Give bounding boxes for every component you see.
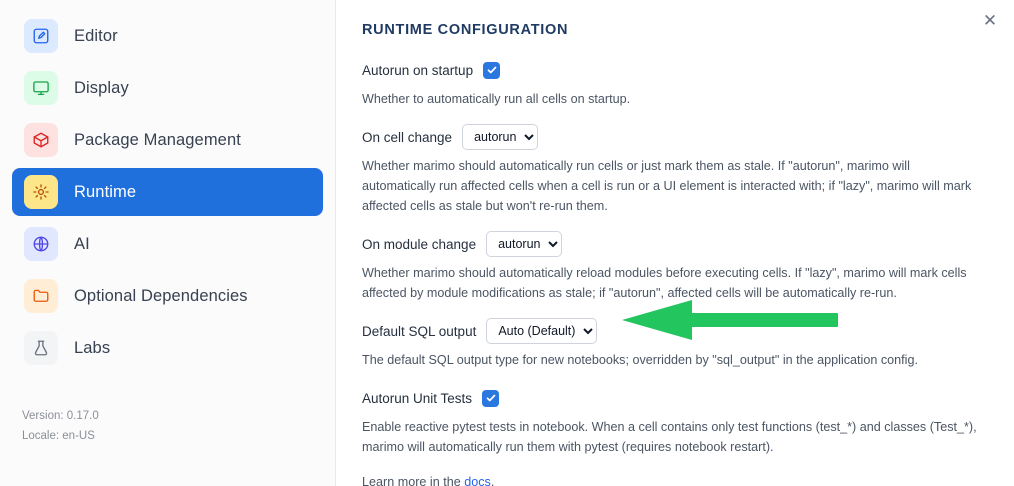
page-title: RUNTIME CONFIGURATION xyxy=(362,22,569,38)
sidebar-item-label: Runtime xyxy=(74,182,137,201)
setting-description: Whether marimo should automatically run cells or just mark them as stale. If "autorun", marimo will automatically run affected cells when a cell is run or a UI element is interacted with; if "lazy", marimo will mark affected cells as stale but won't re-run them. xyxy=(362,159,972,213)
sidebar-footer xyxy=(22,406,99,446)
locale-text: Locale: en-US xyxy=(22,430,95,442)
sidebar-item-package-management[interactable] xyxy=(12,116,323,164)
sidebar-item-label: Package Management xyxy=(74,130,241,149)
sidebar-item-optional-dependencies[interactable] xyxy=(12,272,323,320)
sidebar-item-ai[interactable] xyxy=(12,220,323,268)
setting-description: The default SQL output type for new notebooks; overridden by "sql_output" in the application config. xyxy=(362,353,918,367)
sidebar-item-editor[interactable] xyxy=(12,12,323,60)
version-text: Version: 0.17.0 xyxy=(22,410,99,422)
sparkle-globe-icon xyxy=(24,227,58,261)
sidebar-item-label: Optional Dependencies xyxy=(74,286,248,305)
learn-more-suffix: . xyxy=(490,475,495,486)
setting-label: Autorun on startup xyxy=(362,62,474,78)
on-cell-change-select[interactable] xyxy=(462,124,538,150)
settings-sidebar xyxy=(0,0,336,486)
package-icon xyxy=(24,123,58,157)
sidebar-item-display[interactable] xyxy=(12,64,323,112)
setting-on-cell-change xyxy=(362,123,984,216)
sidebar-item-label: Editor xyxy=(74,26,118,45)
setting-default-sql-output xyxy=(362,317,984,370)
setting-description: Whether to automatically run all cells on startup. xyxy=(362,92,631,106)
folder-icon xyxy=(24,279,58,313)
setting-description: Enable reactive pytest tests in notebook. When a cell contains only test functions (test_*) and classes (Test_*), marimo will automatically run them with pytest (requires notebook restart). xyxy=(362,420,977,454)
pencil-square-icon xyxy=(24,19,58,53)
monitor-icon xyxy=(24,71,58,105)
close-icon[interactable]: ✕ xyxy=(982,10,998,30)
flask-icon xyxy=(24,331,58,365)
learn-more-prefix: Learn more in the xyxy=(362,475,465,486)
gear-icon xyxy=(24,175,58,209)
setting-label: On module change xyxy=(362,236,477,252)
sidebar-item-runtime[interactable] xyxy=(12,168,323,216)
setting-autorun-unit-tests xyxy=(362,384,984,457)
autorun-on-startup-checkbox[interactable] xyxy=(483,62,500,79)
default-sql-output-select[interactable] xyxy=(486,318,597,344)
runtime-settings-panel xyxy=(336,0,1014,486)
setting-label: Autorun Unit Tests xyxy=(362,390,473,406)
sidebar-item-label: Labs xyxy=(74,338,111,357)
setting-autorun-on-startup xyxy=(362,56,984,109)
on-module-change-select[interactable] xyxy=(486,231,562,257)
setting-on-module-change xyxy=(362,230,984,303)
docs-link[interactable]: docs xyxy=(464,475,491,486)
sidebar-item-label: AI xyxy=(74,234,90,253)
setting-label: On cell change xyxy=(362,129,453,145)
setting-description: Whether marimo should automatically reload modules before executing cells. If "lazy", marimo will mark cells affected by module modifications as stale; if "autorun", affected cells will be automatically re-run. xyxy=(362,266,967,300)
sidebar-item-label: Display xyxy=(74,78,129,97)
sidebar-item-labs[interactable] xyxy=(12,324,323,372)
setting-label: Default SQL output xyxy=(362,323,477,339)
learn-more-text xyxy=(362,475,984,486)
autorun-unit-tests-checkbox[interactable] xyxy=(482,390,499,407)
